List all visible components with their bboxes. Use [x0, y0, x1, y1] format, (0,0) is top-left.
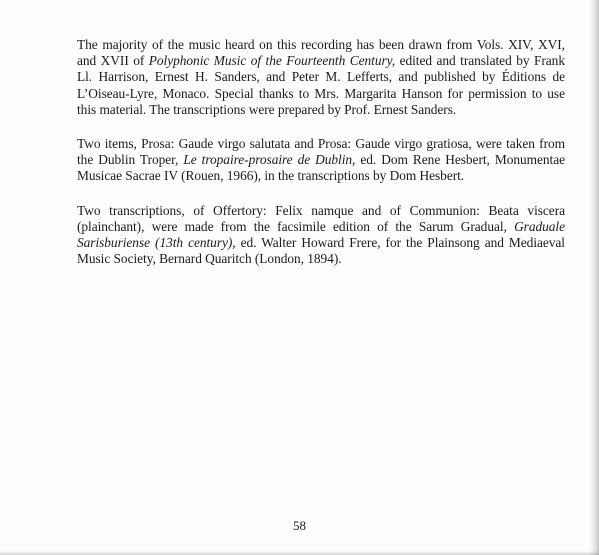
- text-segment: ed. Dom Rene Hesbert, Monumentae Musicae Sacrae IV (Rouen, 1966), in the transcriptions by Dom Hesbert.: [77, 152, 565, 184]
- paragraph-sarum-gradual: [77, 203, 565, 268]
- text-segment: The majority of the music heard on this recording has been drawn from Vols. XIV, XVI, and XVII of: [77, 37, 565, 69]
- text-segment: Two transcriptions, of Offertory: Felix namque and of Communion: Beata viscera (plainchant), were made from the facsimile edition of the Sarum Gradual,: [77, 202, 565, 234]
- paragraph-dublin-troper: [77, 136, 565, 185]
- italic-title: Graduale Sarisburiense (13th century),: [77, 218, 565, 251]
- body-text: [77, 37, 565, 285]
- text-segment: Two items, Prosa: Gaude virgo salutata and Prosa: Gaude virgo gratiosa, were taken from the Dublin Troper,: [77, 136, 565, 168]
- page-edge-shadow: [589, 0, 599, 555]
- italic-title: Polyphonic Music of the Fourteenth Century,: [148, 53, 396, 69]
- text-segment: edited and translated by Frank Ll. Harrison, Ernest H. Sanders, and Peter M. Lefferts, and published by Éditions de L’Oiseau-Lyre, Monaco. Special thanks to Mrs. Margarita Hanson for permission to use this material. The transcriptions were prepared by Prof. Ernest Sanders.: [77, 53, 565, 117]
- paragraph-sources: [77, 37, 565, 118]
- italic-title: Le tropaire-prosaire de Dublin,: [183, 152, 356, 168]
- text-segment: ed. Walter Howard Frere, for the Plainsong and Mediaeval Music Society, Bernard Quaritch (London, 1894).: [77, 235, 565, 267]
- page-number: 58: [293, 518, 306, 533]
- page-bottom-shadow: [0, 551, 599, 555]
